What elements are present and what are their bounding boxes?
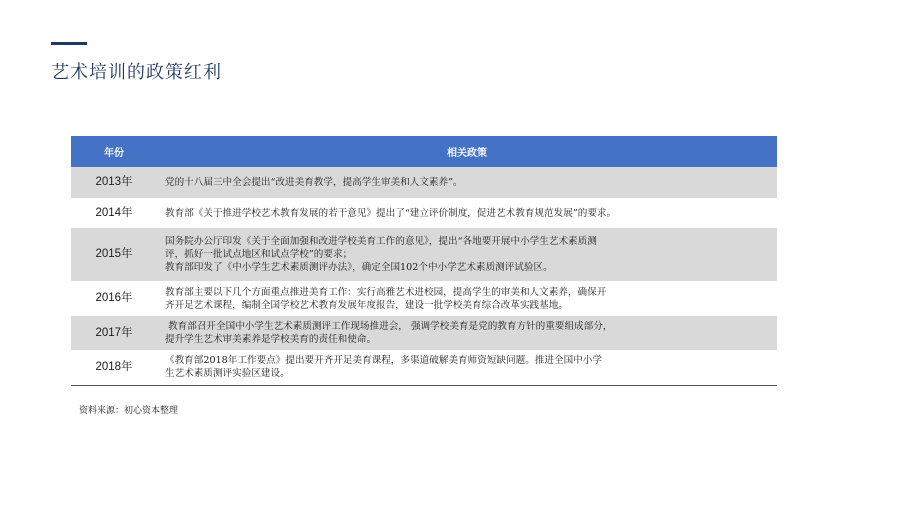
policy-line: 齐开足艺术课程，编制全国学校艺术教育发展年度报告，建设一批学校美育综合改革实践基地。 — [165, 299, 568, 311]
row-year: 2017年 — [71, 316, 157, 350]
policy-line: 党的十八届三中全会提出“改进美育教学，提高学生审美和人文素养”。 — [165, 177, 463, 188]
policy-line: 教育部印发了《中小学生艺术素质测评办法》，确定全国102个中小学艺术素质测评试验区。 — [165, 262, 553, 273]
row-policy — [157, 228, 777, 281]
row-year: 2014年 — [71, 198, 157, 228]
policy-line: 教育部召开全国中小学生艺术素质测评工作现场推进会， 强调学校美育是党的教育方针的重要组成部分， — [165, 321, 613, 332]
policy-line: 国务院办公厅印发《关于全面加强和改进学校美育工作的意见》，提出“各地要开展中小学生艺术素质测 — [165, 236, 597, 247]
table-row — [71, 316, 777, 350]
table-row — [71, 228, 777, 281]
row-year: 2013年 — [71, 167, 157, 198]
table-row — [71, 198, 777, 228]
row-year: 2016年 — [71, 281, 157, 316]
row-policy — [157, 350, 777, 385]
policy-line: 教育部主要以下几个方面重点推进美育工作：实行高雅艺术进校园，提高学生的审美和人文素养，确保开 — [165, 286, 607, 298]
row-year: 2018年 — [71, 350, 157, 385]
row-policy — [157, 316, 777, 350]
row-policy — [157, 167, 777, 198]
row-policy — [157, 198, 777, 228]
table-row — [71, 350, 777, 385]
table-header-row — [71, 136, 777, 167]
row-year: 2015年 — [71, 228, 157, 281]
policy-line: 生艺术素质测评实验区建设。 — [165, 368, 290, 380]
row-policy — [157, 281, 777, 316]
table-row — [71, 167, 777, 198]
policy-line: 评，抓好一批试点地区和试点学校”的要求； — [165, 249, 353, 260]
page-title: 艺术培训的政策红利 — [51, 62, 222, 83]
table-row — [71, 281, 777, 316]
header-policy: 相关政策 — [157, 136, 777, 167]
header-year: 年份 — [71, 136, 157, 167]
policy-line: 教育部《关于推进学校艺术教育发展的若干意见》提出了“建立评价制度，促进艺术教育规范发展”的要求。 — [165, 207, 617, 219]
policy-table — [71, 136, 777, 386]
source-note: 资料来源：初心资本整理 — [79, 406, 179, 416]
title-accent-bar — [51, 42, 87, 45]
policy-line: 《教育部2018年工作要点》提出要开齐开足美育课程，多渠道破解美育师资短缺问题。推进全国中小学 — [165, 355, 602, 367]
policy-line: 提升学生艺术审美素养是学校美育的责任和使命。 — [165, 334, 377, 345]
